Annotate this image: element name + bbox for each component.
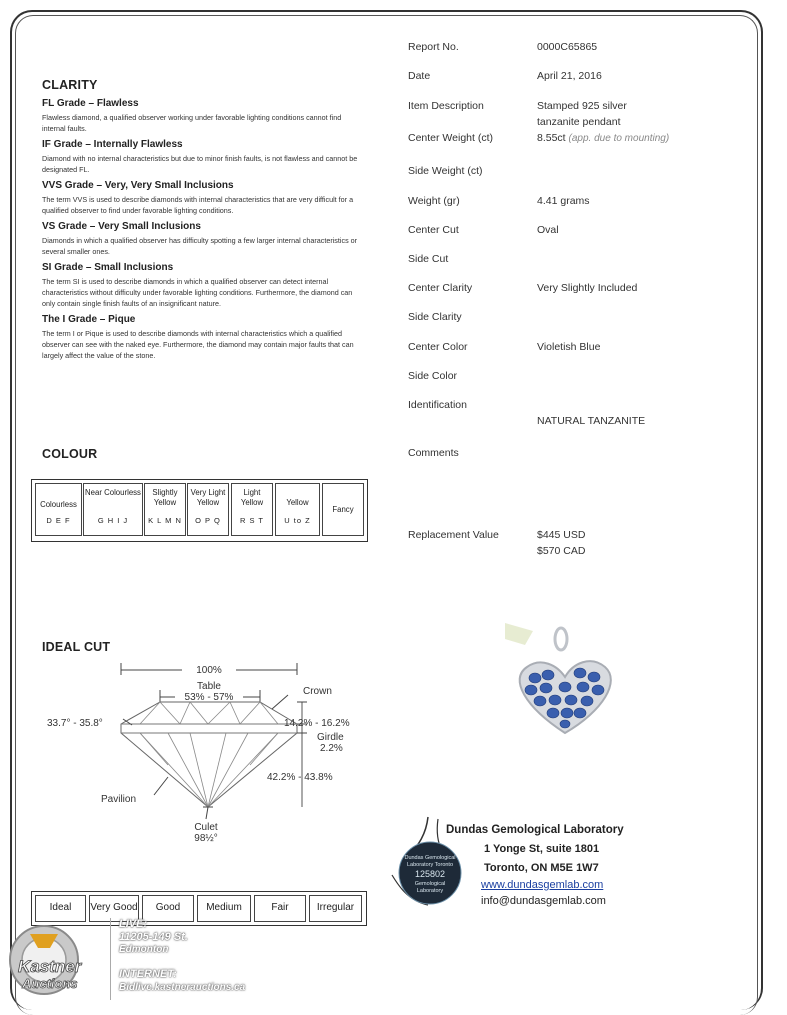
center-clarity-label: Center Clarity [408, 282, 473, 294]
diamond-outline [121, 702, 297, 807]
seal-number: 125802 [414, 869, 446, 879]
center-weight-value [537, 132, 669, 144]
table-label: Table [197, 681, 221, 692]
date-label: Date [408, 70, 431, 82]
colour-name: Slightly Yellow [152, 488, 178, 507]
clarity-desc-i: The term I or Pique is used to describe diamonds with internal characteristics which a qualified observer can see with the naked eye. Furthermore, the diamond may contain major faults that can largely affect the value of the stone. [42, 329, 354, 360]
pavilion-leader [154, 777, 168, 795]
report-no-label: Report No. [408, 41, 459, 53]
lab-email: info@dundasgemlab.com [481, 895, 606, 907]
pendant-bail [555, 628, 567, 650]
lab-name: Dundas Gemological Laboratory [446, 824, 624, 836]
watermark-live-address-2: Edmonton [119, 944, 169, 955]
culet-label: Culet [194, 822, 218, 833]
identification-label: Identification [408, 399, 467, 411]
cut-grade-label: Ideal [49, 902, 72, 913]
date-value: April 21, 2016 [537, 70, 602, 82]
width-label: 100% [196, 665, 222, 676]
center-clarity-value: Very Slightly Included [537, 282, 638, 294]
center-color-label: Center Color [408, 341, 468, 353]
table-range-label: 53% - 57% [184, 692, 234, 703]
logo-brand-bottom: Auctions [22, 976, 78, 991]
center-cut-label: Center Cut [408, 224, 459, 236]
colour-cell [187, 483, 229, 536]
clarity-grade-vs: VS Grade – Very Small Inclusions [42, 221, 201, 232]
watermark-internet-url[interactable]: Bidlive.kastnerauctions.ca [119, 982, 246, 993]
colour-code: K L M N [148, 516, 182, 525]
colour-code: G H I J [97, 516, 129, 525]
cut-grade-label: Good [155, 902, 181, 913]
colour-code: R S T [239, 516, 265, 525]
center-weight-label: Center Weight (ct) [408, 132, 493, 144]
side-color-label: Side Color [408, 370, 458, 382]
colour-code: U to Z [284, 516, 311, 525]
replacement-value-usd: $445 USD [537, 529, 586, 541]
colour-name: Near Colourless [85, 488, 141, 497]
culet-value-label: 98½° [194, 833, 218, 844]
pavilion-label: Pavilion [101, 794, 137, 805]
report-no-value: 0000C65865 [537, 41, 598, 53]
cut-grade-label: Medium [206, 902, 242, 913]
clarity-desc-fl: Flawless diamond, a qualified observer working under favorable lighting conditions cannot find internal faults. [42, 113, 342, 133]
pendant-photo [505, 615, 625, 755]
weight-gr-value: 4.41 grams [537, 195, 590, 207]
lab-website-link[interactable]: www.dundasgemlab.com [481, 879, 604, 891]
cut-grade-label: Fair [271, 902, 289, 913]
colour-name: Yellow [286, 498, 309, 507]
girdle-value-label: 2.2% [320, 743, 343, 754]
comments-label: Comments [408, 447, 459, 459]
side-clarity-label: Side Clarity [408, 311, 462, 323]
colour-cell [231, 483, 273, 536]
watermark-internet-label: INTERNET: [119, 968, 177, 980]
clarity-grade-fl: FL Grade – Flawless [42, 98, 139, 109]
replacement-value-cad: $570 CAD [537, 545, 586, 557]
clarity-grade-si: SI Grade – Small Inclusions [42, 262, 174, 273]
clarity-grade-if: IF Grade – Internally Flawless [42, 139, 183, 150]
cut-grade-cell [35, 895, 86, 922]
center-weight-note: (app. due to mounting) [568, 133, 670, 144]
colour-scale-table [31, 479, 368, 542]
clarity-grade-vvs: VVS Grade – Very, Very Small Inclusions [42, 180, 234, 191]
clarity-desc-vs: Diamonds in which a qualified observer has difficulty spotting a few larger internal characteristics or several smaller ones. [42, 236, 358, 256]
item-description-value-2: tanzanite pendant [537, 116, 621, 128]
watermark-live-label: LIVE: [119, 918, 148, 930]
culet-leader [206, 807, 208, 819]
colour-name: Fancy [332, 505, 354, 514]
colour-name: Very Light Yellow [190, 488, 226, 507]
clarity-title: CLARITY [42, 78, 98, 92]
kastner-logo [4, 922, 114, 1000]
weight-gr-label: Weight (gr) [408, 195, 460, 207]
cut-grade-label: Very Good [90, 902, 138, 913]
cut-grade-cell [254, 895, 306, 922]
seal-text: Gemological [414, 881, 446, 887]
center-weight-ct: 8.55ct [537, 132, 566, 144]
girdle-label: Girdle [317, 732, 344, 743]
clarity-desc-vvs: The term VVS is used to describe diamonds with internal characteristics that are very difficult for a qualified observer to find under favorable lighting conditions. [42, 195, 354, 215]
clarity-desc-if: Diamond with no internal characteristics but due to minor finish faults, is not flawless and cannot be designated FL. [42, 154, 358, 174]
item-description-label: Item Description [408, 100, 484, 112]
clarity-desc-si: The term SI is used to describe diamonds in which a qualified observer can detect internal characteristics without difficulty under favorable lighting conditions. Furthermore, the diamond can only contain single finish faults of an insignificant nature. [42, 277, 353, 308]
logo-brand-top: Kastner [18, 957, 82, 976]
colour-title: COLOUR [42, 447, 98, 461]
cut-grade-cell [142, 895, 194, 922]
pavilion-facets [140, 733, 278, 807]
item-description-value: Stamped 925 silver [537, 100, 627, 112]
clarity-grade-i: The I Grade – Pique [42, 314, 136, 325]
cut-grade-cell [309, 895, 362, 922]
side-cut-label: Side Cut [408, 253, 449, 265]
center-color-value: Violetish Blue [537, 341, 601, 353]
lab-address-1: 1 Yonge St, suite 1801 [484, 843, 600, 855]
crown-label: Crown [303, 686, 332, 697]
colour-cell [322, 483, 364, 536]
watermark-live-address-1: 11205-149 St. [119, 931, 188, 943]
colour-code: O P Q [195, 516, 221, 525]
colour-code: D E F [46, 516, 71, 525]
crown-height-label: 14.2% - 16.2% [284, 718, 350, 729]
crown-facets [140, 702, 278, 724]
colour-cell [144, 483, 186, 536]
pavilion-depth-label: 42.2% - 43.8% [267, 772, 333, 783]
seal-text: Dundas Gemological [404, 855, 456, 861]
cut-grade-table [31, 891, 367, 926]
colour-name: Colourless [40, 500, 77, 509]
cut-grade-label: Irregular [316, 902, 355, 913]
seal-text: Laboratory [416, 888, 444, 894]
crown-angle-label: 33.7° - 35.8° [47, 718, 103, 729]
identification-value: NATURAL TANZANITE [537, 415, 646, 427]
center-cut-value: Oval [537, 224, 559, 236]
ideal-cut-title: IDEAL CUT [42, 640, 111, 654]
colour-cell [83, 483, 143, 536]
replacement-value-label: Replacement Value [408, 529, 499, 541]
side-weight-label: Side Weight (ct) [408, 165, 483, 177]
cut-grade-cell [197, 895, 251, 922]
colour-name: Light Yellow [240, 488, 264, 507]
chain-glare [505, 623, 533, 645]
watermark-divider [110, 918, 111, 1000]
crown-leader [272, 695, 288, 709]
seal-text: Laboratory Toronto [406, 862, 454, 868]
lab-address-2: Toronto, ON M5E 1W7 [484, 862, 599, 874]
colour-cell [275, 483, 320, 536]
colour-cell [35, 483, 82, 536]
ideal-cut-diagram [40, 655, 370, 845]
